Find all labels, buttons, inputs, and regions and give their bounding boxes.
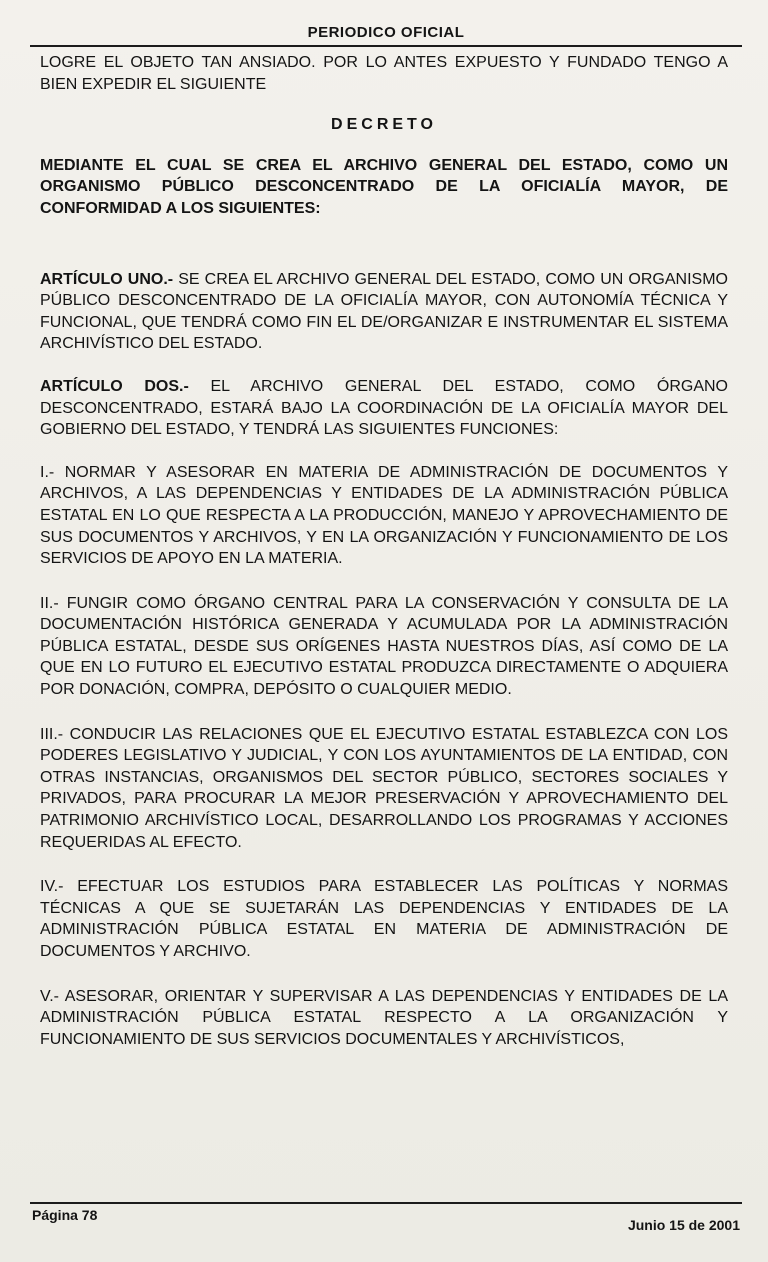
decree-lead-paragraph: MEDIANTE EL CUAL SE CREA EL ARCHIVO GENERAL DEL ESTADO, COMO UN ORGANISMO PÚBLICO DESCONCENTRADO DE LA OFICIALÍA MAYOR, DE CONFORMIDAD A LOS SIGUIENTES: [40,156,728,217]
intro-paragraph: LOGRE EL OBJETO TAN ANSIADO. POR LO ANTES EXPUESTO Y FUNDADO TENGO A BIEN EXPEDIR EL SIGUIENTE [40,54,728,93]
function-item-v: V.- ASESORAR, ORIENTAR Y SUPERVISAR A LAS DEPENDENCIAS Y ENTIDADES DE LA ADMINISTRACIÓN PÚBLICA ESTATAL RESPECTO A LA ORGANIZACIÓN Y FUNCIONAMIENTO DE SUS SERVICIOS DOCUMENTALES Y ARCHIVÍSTICOS, [40,987,728,1048]
masthead-title: PERIODICO OFICIAL [307,24,465,41]
article-text: SE CREA EL ARCHIVO GENERAL DEL ESTADO, COMO UN ORGANISMO PÚBLICO DESCONCENTRADO DE LA OFICIALÍA MAYOR, CON AUTONOMÍA TÉCNICA Y FUNCIONAL, QUE TENDRÁ COMO FIN EL DE/ORGANIZAR E INSTRUMENTAR EL SISTEMA ARCHIVÍSTICO DEL ESTADO. [40,270,728,353]
footer-rule [30,1202,742,1204]
article-dos [40,376,728,441]
article-label: ARTÍCULO UNO.- [40,270,174,288]
function-item-iv: IV.- EFECTUAR LOS ESTUDIOS PARA ESTABLECER LAS POLÍTICAS Y NORMAS TÉCNICAS A QUE SE SUJETARÁN LAS DEPENDENCIAS Y ENTIDADES DE LA ADMINISTRACIÓN PÚBLICA ESTATAL EN MATERIA DE ADMINISTRACIÓN DE DOCUMENTOS Y ARCHIVO. [40,878,728,960]
function-item-iii: III.- CONDUCIR LAS RELACIONES QUE EL EJECUTIVO ESTATAL ESTABLEZCA CON LOS PODERES LEGISLATIVO Y JUDICIAL, Y CON LOS AYUNTAMIENTOS DE LA ENTIDAD, CON OTRAS INSTANCIAS, ORGANISMOS DEL SECTOR PÚBLICO, SECTORES SOCIALES Y PRIVADOS, PARA PROCURAR LA MEJOR PRESERVACIÓN Y APROVECHAMIENTO DEL PATRIMONIO ARCHIVÍSTICO LOCAL, DESARROLLANDO LOS PROGRAMAS Y ACCIONES REQUERIDAS AL EFECTO. [40,725,728,851]
function-item-ii: II.- FUNGIR COMO ÓRGANO CENTRAL PARA LA CONSERVACIÓN Y CONSULTA DE LA DOCUMENTACIÓN HISTÓRICA GENERADA Y ACUMULADA POR LA ADMINISTRACIÓN PÚBLICA ESTATAL, DESDE SUS ORÍGENES HASTA NUESTROS DÍAS, ASÍ COMO DE LA QUE EN LO FUTURO EL EJECUTIVO ESTATAL PRODUZCA DIRECTAMENTE O ADQUIERA POR DONACIÓN, COMPRA, DEPÓSITO O CUALQUIER MEDIO. [40,594,728,699]
publication-date: Junio 15 de 2001 [627,1217,740,1233]
article-label: ARTÍCULO DOS.- [40,377,189,395]
page-body [40,52,728,1073]
page-footer [32,1207,740,1233]
article-uno [40,269,728,355]
article-text: EL ARCHIVO GENERAL DEL ESTADO, COMO ÓRGANO DESCONCENTRADO, ESTARÁ BAJO LA COORDINACIÓN DE LA OFICIALÍA MAYOR DEL GOBIERNO DEL ESTADO, Y TENDRÁ LAS SIGUIENTES FUNCIONES: [40,377,728,439]
header-rule [30,45,742,47]
page-number: Página 78 [32,1207,98,1223]
function-item-i: I.- NORMAR Y ASESORAR EN MATERIA DE ADMINISTRACIÓN DE DOCUMENTOS Y ARCHIVOS, A LAS DEPENDENCIAS Y ENTIDADES DE LA ADMINISTRACIÓN PÚBLICA ESTATAL EN LO QUE RESPECTA A LA PRODUCCIÓN, MANEJO Y APROVECHAMIENTO DE SUS DOCUMENTOS Y ARCHIVOS, Y EN LA ORGANIZACIÓN Y FUNCIONAMIENTO DE LOS SERVICIOS DE APOYO EN LA MATERIA. [40,463,728,568]
decree-heading: DECRETO [331,116,437,134]
